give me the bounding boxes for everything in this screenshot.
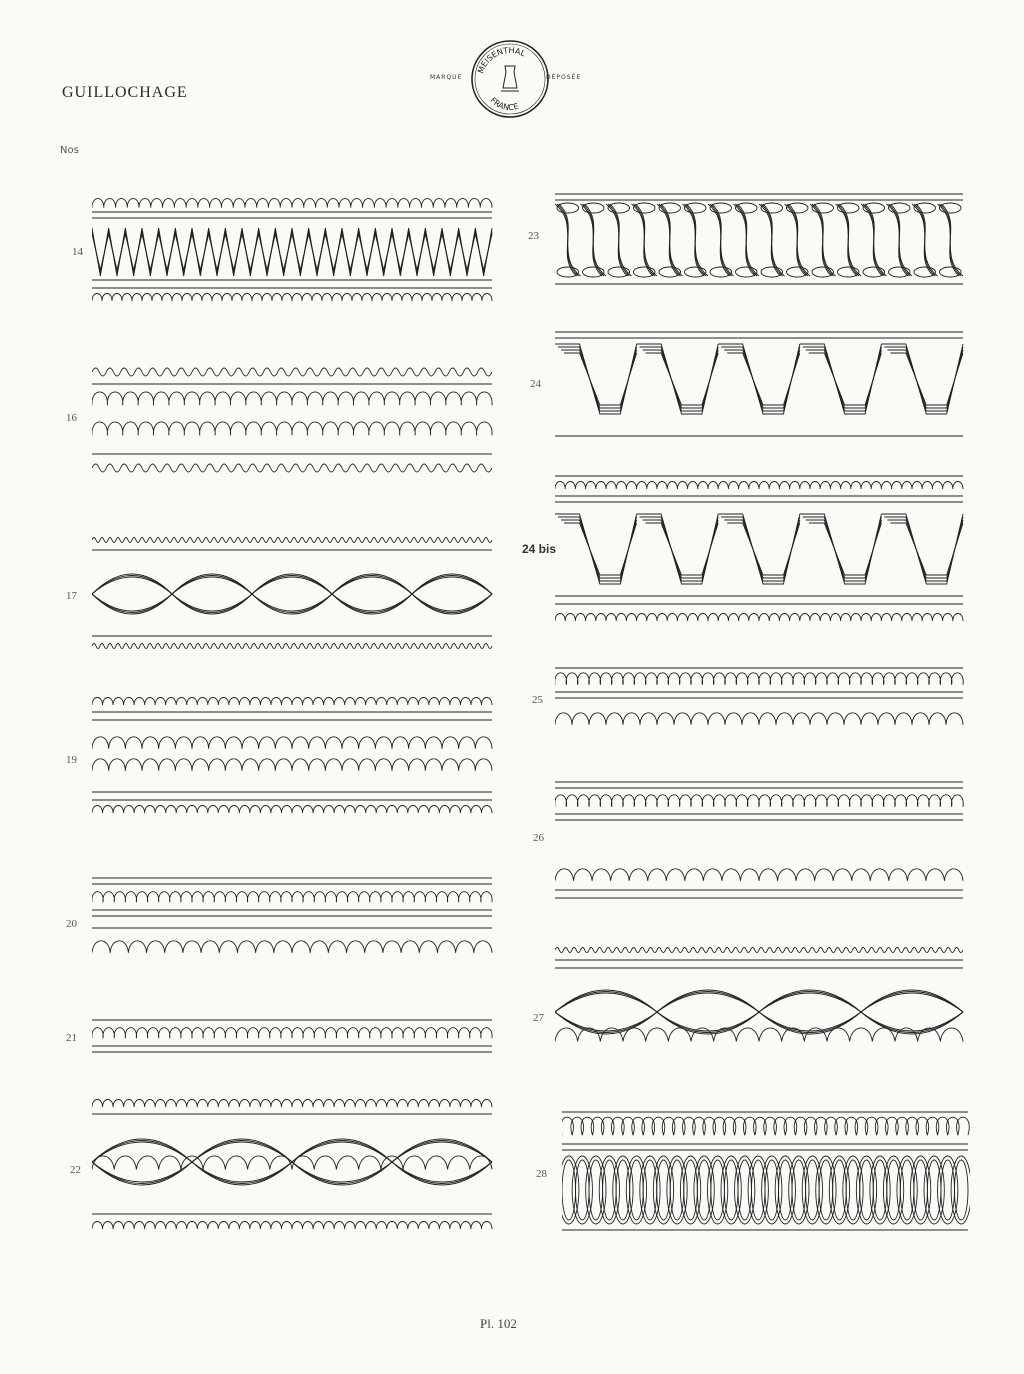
loop-ornament [92,941,492,953]
weave-ornament [787,203,809,213]
weave-ornament [863,267,885,277]
plate-label: Pl. 102 [480,1316,517,1331]
nos-label: Nos [60,145,79,156]
arc-ornament [555,1012,963,1031]
pattern-19 [92,692,496,822]
weave-ornament [814,204,832,276]
weave-ornament [761,267,783,277]
plate-number: 24 [530,378,541,390]
step-ornament [890,353,963,405]
weave-ornament [914,203,936,213]
weave-ornament [812,267,834,277]
oval-ornament [697,1160,711,1220]
oval-ornament [589,1160,603,1220]
plate-number: 20 [66,918,77,930]
loop-ornament [92,392,492,406]
weave-ornament [914,267,936,277]
oval-ornament [873,1160,887,1220]
step-ornament [564,353,637,405]
brand-mark [420,36,610,126]
meisenthal-seal-icon [470,36,550,122]
oval-ornament [846,1160,860,1220]
step-ornament [800,514,882,584]
weave-ornament [610,204,628,276]
oval-ornament [887,1160,901,1220]
zigzag-ornament [92,232,492,272]
weave-ornament [712,204,730,276]
weave-ornament [685,203,707,213]
pattern-25 [555,666,965,740]
weave-ornament [736,267,758,277]
plate-number: 26 [533,832,544,844]
pattern-14 [92,192,496,310]
step-ornament [800,344,882,414]
step-ornament [643,520,719,578]
weave-ornament [636,204,654,276]
logo-left-text: MARQUE [430,74,463,81]
weave-ornament [634,267,656,277]
oval-ornament [806,1160,820,1220]
loop-row [92,199,492,208]
plate-number: 28 [536,1168,547,1180]
step-ornament [555,344,637,414]
oval-ornament [562,1160,576,1220]
pattern-23 [555,192,965,290]
oval-ornament [643,1160,657,1220]
oval-ornament [941,1160,955,1220]
pattern-24 [555,330,965,442]
weave-ornament [789,204,807,276]
oval-ornament [657,1160,671,1220]
step-ornament [890,523,963,575]
weave-ornament [736,203,758,213]
weave-ornament [889,203,911,213]
step-ornament [637,344,719,414]
weave-ornament [608,203,630,213]
oval-ornament [576,1160,590,1220]
weave-ornament [585,204,603,276]
oval-ornament [751,1160,765,1220]
weave-ornament [763,204,781,276]
loop-ornament [92,1100,492,1108]
page-title: GUILLOCHAGE [62,84,188,101]
weave-ornament [942,204,960,276]
loop-ornament [555,869,963,881]
weave-ornament [838,203,860,213]
oval-ornament [711,1160,725,1220]
step-ornament [561,520,637,578]
step-ornament [561,350,637,408]
weave-ornament [838,267,860,277]
oval-ornament [914,1160,928,1220]
plate-number: 27 [533,1012,544,1024]
plate-number: 24 bis [522,542,557,556]
step-ornament [724,350,800,408]
arc-ornament [555,993,963,1012]
weave-ornament [940,267,962,277]
weave-ornament [940,203,962,213]
step-ornament [643,350,719,408]
arc-ornament [555,992,963,1013]
step-ornament [564,523,637,575]
plate-number: 21 [66,1032,77,1044]
loop-ornament [92,1028,492,1039]
step-ornament [806,350,882,408]
step-ornament [646,353,719,405]
arc-ornament [92,1142,492,1162]
weave-ornament [557,203,579,213]
loop-ornament [555,795,963,807]
oval-ornament [779,1160,793,1220]
loop-ornament [92,1222,492,1230]
oval-ornament [792,1160,806,1220]
logo-right-text: DÉPOSÉE [546,74,582,81]
weave-ornament [787,267,809,277]
loop-ornament [92,698,492,706]
weave-ornament [559,204,577,276]
svg-text:MEISENTHAL: MEISENTHAL [476,45,527,75]
loop-ornament [555,713,963,725]
pattern-28 [562,1110,970,1234]
weave-ornament [583,203,605,213]
weave-ornament [710,203,732,213]
wave-ornament [92,644,492,649]
plate-number: 17 [66,590,77,602]
weave-ornament [840,204,858,276]
arc-ornament [92,576,492,595]
loop-ornament [92,199,492,208]
svg-text:FRANCE: FRANCE [488,95,520,113]
step-ornament [718,344,800,414]
plate-number: 19 [66,754,77,766]
weave-ornament [661,204,679,276]
plate-number: 23 [528,230,539,242]
loop-ornament [92,1156,492,1170]
arc-ornament [92,1162,492,1184]
step-ornament [727,353,800,405]
weave-ornament [889,267,911,277]
step-ornament [724,520,800,578]
wave-ornament [555,948,963,953]
loop-ornament [92,759,492,771]
loop-ornament [92,422,492,436]
loop-ornament [555,673,963,685]
oval-ornament [900,1160,914,1220]
pattern-22 [92,1094,496,1234]
weave-ornament [557,267,579,277]
arc-ornament [92,577,492,594]
plate-number: 14 [72,246,83,258]
step-ornament [887,350,963,408]
oval-ornament [819,1160,833,1220]
oval-ornament [860,1160,874,1220]
pattern-24-bis [555,474,965,628]
weave-ornament [710,267,732,277]
weave-ornament [608,267,630,277]
pattern-26 [555,778,965,902]
loop-ornament [555,614,963,622]
weave-ornament [761,203,783,213]
loop-ornament [92,294,492,302]
oval-ornament [684,1160,698,1220]
weave-ornament [685,267,707,277]
oval-ornament [954,1160,968,1220]
weave-ornament [634,203,656,213]
pattern-17 [92,530,496,656]
step-ornament [555,514,637,584]
step-ornament [887,520,963,578]
step-ornament [637,514,719,584]
weave-ornament [812,203,834,213]
oval-ornament [616,1160,630,1220]
oval-ornament [670,1160,684,1220]
step-ornament [718,514,800,584]
oval-ornament [603,1160,617,1220]
step-ornament [881,514,963,584]
arc-ornament [92,1141,492,1163]
plate-number: 22 [70,1164,81,1176]
zigzag-ornament [92,234,492,270]
pattern-16 [92,358,496,482]
oval-ornament [738,1160,752,1220]
loop-ornament [555,482,963,490]
pattern-20 [92,874,496,974]
oval-ornament [765,1160,779,1220]
oval-ornament [951,1156,970,1224]
loop-ornament [92,892,492,903]
step-ornament [809,523,882,575]
plate-number: 25 [532,694,543,706]
weave-ornament [863,203,885,213]
weave-ornament [891,204,909,276]
weave-ornament [916,204,934,276]
oval-ornament [630,1160,644,1220]
pattern-27 [555,940,965,1072]
oval-ornament [927,1160,941,1220]
weave-ornament [659,203,681,213]
wave-ornament [92,368,492,376]
step-ornament [806,520,882,578]
weave-ornament [659,267,681,277]
weave-ornament [865,204,883,276]
loop-ornament [92,806,492,814]
wave-ornament [92,538,492,543]
arc-ornament [92,1162,492,1182]
weave-ornament [583,267,605,277]
arc-ornament [92,594,492,613]
step-ornament [646,523,719,575]
step-ornament [809,353,882,405]
step-ornament [881,344,963,414]
loop-ornament [92,737,492,749]
oval-ornament [833,1160,847,1220]
weave-ornament [687,204,705,276]
step-ornament [727,523,800,575]
zigzag-ornament [92,230,492,274]
loop-ornament [562,1117,969,1135]
wave-ornament [92,464,492,472]
weave-ornament [738,204,756,276]
oval-ornament [724,1160,738,1220]
arc-ornament [92,594,492,611]
plate-number: 16 [66,412,77,424]
pattern-21 [92,1016,496,1054]
